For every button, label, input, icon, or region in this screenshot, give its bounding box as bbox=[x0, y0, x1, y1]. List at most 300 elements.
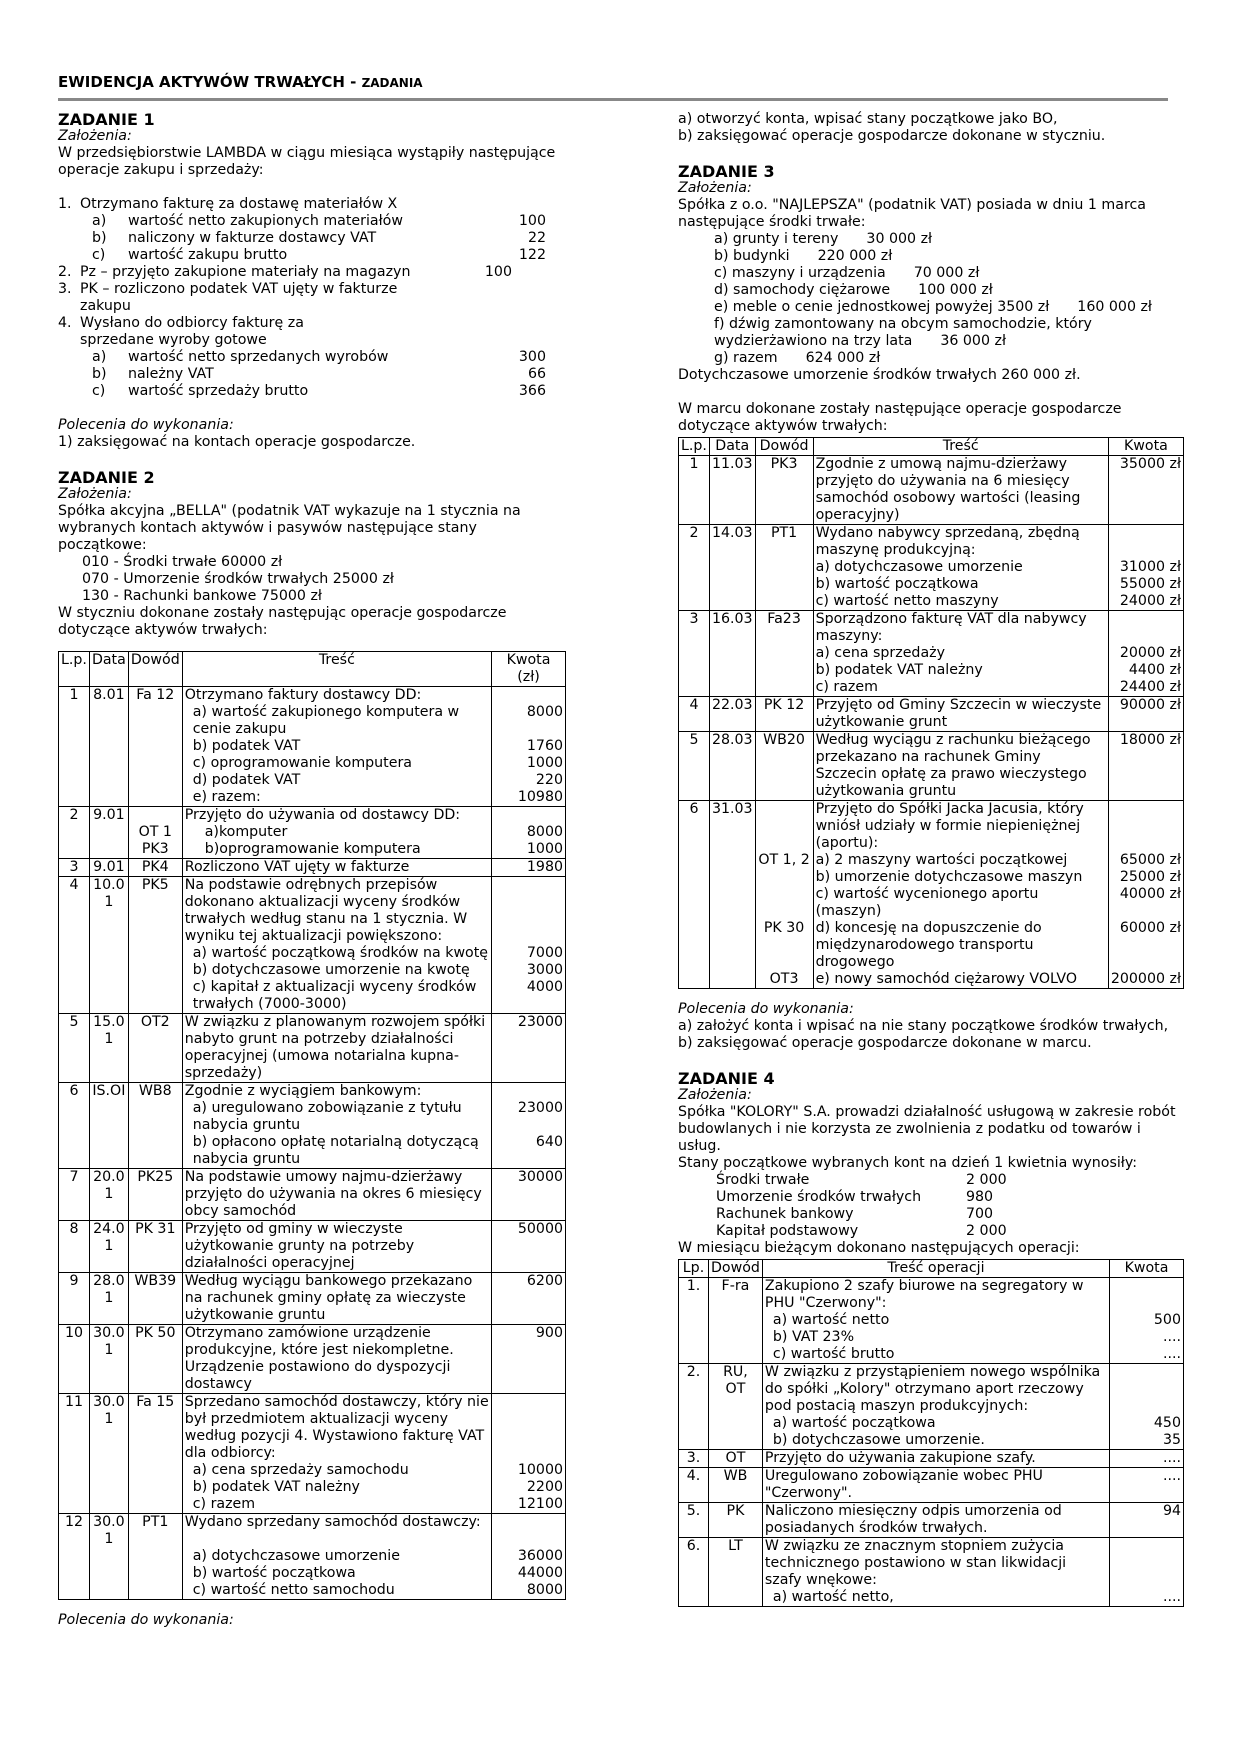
z2-doc: PK5 bbox=[128, 877, 182, 946]
z2-amount: 220 bbox=[492, 772, 566, 789]
z4-balance bbox=[678, 1206, 1184, 1223]
z4-amount: .... bbox=[1110, 1329, 1184, 1346]
z2-date bbox=[89, 1548, 128, 1565]
z3-amount: 55000 zł bbox=[1108, 576, 1183, 593]
z2-content: a) uregulowano zobowiązanie z tytułu nabycia gruntu bbox=[182, 1100, 491, 1134]
z2-date bbox=[89, 772, 128, 789]
z2-date bbox=[89, 824, 128, 841]
z2-amount: 1000 bbox=[492, 841, 566, 859]
z2-row bbox=[59, 755, 566, 772]
z2-lp bbox=[59, 841, 90, 859]
z1-item-text: wartość netto zakupionych materiałów bbox=[128, 213, 403, 229]
z3-row bbox=[679, 525, 1184, 560]
z2-content: Na podstawie umowy najmu-dzierżawy przyjęto do używania na okres 6 miesięcy obcy samochód bbox=[182, 1169, 491, 1221]
z2-row bbox=[59, 859, 566, 877]
z2-date bbox=[89, 1582, 128, 1600]
z3-doc: OT3 bbox=[755, 971, 813, 989]
z3-row bbox=[679, 732, 1184, 801]
z3-date bbox=[709, 886, 755, 920]
z1-items bbox=[58, 196, 566, 400]
z4-content: a) wartość netto, bbox=[762, 1589, 1109, 1607]
z3-amount: 200000 zł bbox=[1108, 971, 1183, 989]
z2-doc: OT 1 bbox=[128, 824, 182, 841]
z1-item-number: 2. bbox=[58, 264, 72, 280]
z2-lp: 8 bbox=[59, 1221, 90, 1273]
z2-row bbox=[59, 1134, 566, 1169]
z3-amount: 40000 zł bbox=[1108, 886, 1183, 920]
header-title: EWIDENCJA AKTYWÓW TRWAŁYCH - bbox=[58, 73, 362, 91]
z3-intro: Spółka z o.o. "NAJLEPSZA" (podatnik VAT) posiada w dniu 1 marca następujące środki trwałe: bbox=[678, 197, 1146, 230]
z2-row bbox=[59, 979, 566, 1014]
z2-lp bbox=[59, 1496, 90, 1514]
z4-amount: .... bbox=[1110, 1468, 1184, 1503]
z1-item-number: b) bbox=[92, 366, 107, 382]
z3-amount: 4400 zł bbox=[1108, 662, 1183, 679]
z3-asset-text: e) meble o cenie jednostkowej powyżej 3500 zł bbox=[714, 299, 1050, 315]
z2-row bbox=[59, 1325, 566, 1394]
z2-amount: 2200 bbox=[492, 1479, 566, 1496]
z2-date: 30.0 1 bbox=[89, 1514, 128, 1549]
z2-doc bbox=[128, 738, 182, 755]
z4-balance bbox=[678, 1189, 1184, 1206]
z2-content: c) razem bbox=[182, 1496, 491, 1514]
z3-doc: PT1 bbox=[755, 525, 813, 560]
z4-content: c) wartość brutto bbox=[762, 1346, 1109, 1364]
z3-date: 28.03 bbox=[709, 732, 755, 801]
z2-amount: 50000 bbox=[492, 1221, 566, 1273]
z3-amount bbox=[1108, 611, 1183, 646]
z4-doc: PK bbox=[709, 1503, 763, 1538]
z2-row bbox=[59, 1548, 566, 1565]
z2-row bbox=[59, 1273, 566, 1325]
z1-item-value bbox=[452, 315, 512, 349]
z1-item-text: Pz – przyjęto zakupione materiały na magazyn bbox=[80, 264, 411, 280]
z2-th-amount: Kwota (zł) bbox=[492, 652, 566, 687]
z3-date bbox=[709, 869, 755, 886]
z2-row bbox=[59, 1565, 566, 1582]
z3-amount: 20000 zł bbox=[1108, 645, 1183, 662]
z2-amount: 1760 bbox=[492, 738, 566, 755]
z2-date bbox=[89, 962, 128, 979]
z2-doc: Fa 12 bbox=[128, 687, 182, 705]
z3-asset-text: g) razem bbox=[714, 350, 778, 366]
z3-doc bbox=[755, 869, 813, 886]
z2-amount: 640 bbox=[492, 1134, 566, 1169]
z3-lp bbox=[679, 679, 710, 697]
z3-table bbox=[678, 437, 1184, 989]
z2-assumptions-label: Założenia: bbox=[58, 486, 132, 502]
z3-content: b) umorzenie dotychczasowe maszyn bbox=[813, 869, 1108, 886]
z3-row bbox=[679, 456, 1184, 525]
z2-doc bbox=[128, 962, 182, 979]
z2-amount bbox=[492, 877, 566, 946]
z4-assumptions-label: Założenia: bbox=[678, 1087, 752, 1103]
z3-asset bbox=[678, 265, 1184, 282]
z3-amount: 31000 zł bbox=[1108, 559, 1183, 576]
z2-commands-label: Polecenia do wykonania: bbox=[58, 1612, 234, 1628]
z4-row bbox=[679, 1329, 1184, 1346]
z2-doc: PK 31 bbox=[128, 1221, 182, 1273]
z2-date bbox=[89, 979, 128, 1014]
z2-amount: 8000 bbox=[492, 1582, 566, 1600]
z2-doc bbox=[128, 772, 182, 789]
z2-content: Otrzymano faktury dostawcy DD: bbox=[182, 687, 491, 705]
z2-lp bbox=[59, 772, 90, 789]
z2-row bbox=[59, 945, 566, 962]
z4-row bbox=[679, 1364, 1184, 1416]
z2-doc bbox=[128, 1548, 182, 1565]
z2-amount bbox=[492, 687, 566, 705]
z2-account: 010 - Środki trwałe 60000 zł bbox=[82, 554, 283, 570]
z3-asset bbox=[678, 350, 1184, 367]
z2-date bbox=[89, 704, 128, 738]
z3-row bbox=[679, 971, 1184, 989]
z2-doc: OT2 bbox=[128, 1014, 182, 1083]
z2-date: 28.0 1 bbox=[89, 1273, 128, 1325]
z2-lp: 1 bbox=[59, 687, 90, 705]
z1-item-value: 300 bbox=[518, 349, 546, 365]
z3-doc: PK 30 bbox=[755, 920, 813, 971]
z1-item-number: c) bbox=[92, 247, 106, 263]
z2-row bbox=[59, 1582, 566, 1600]
z2-content: Według wyciągu bankowego przekazano na rachunek gminy opłatę za wieczyste użytkowanie gruntu bbox=[182, 1273, 491, 1325]
z1-item-value: 122 bbox=[518, 247, 546, 263]
z3-date bbox=[709, 679, 755, 697]
z2-lp: 9 bbox=[59, 1273, 90, 1325]
z2-lp: 2 bbox=[59, 807, 90, 825]
z4-th-amount: Kwota bbox=[1110, 1260, 1184, 1278]
z4-doc: WB bbox=[709, 1468, 763, 1503]
z2-content: b) dotychczasowe umorzenie na kwotę bbox=[182, 962, 491, 979]
z2-doc: PK 50 bbox=[128, 1325, 182, 1394]
z2-content: b) podatek VAT należny bbox=[182, 1479, 491, 1496]
z3-row bbox=[679, 576, 1184, 593]
z2-lp: 4 bbox=[59, 877, 90, 946]
z4-content: Naliczono miesięczny odpis umorzenia od posiadanych środków trwałych. bbox=[762, 1503, 1109, 1538]
z2-content: c) oprogramowanie komputera bbox=[182, 755, 491, 772]
z2-content: b) opłacono opłatę notarialną dotyczącą nabycia gruntu bbox=[182, 1134, 491, 1169]
z1-item bbox=[58, 213, 546, 230]
z2-th-content: Treść bbox=[182, 652, 491, 687]
z4-amount bbox=[1110, 1538, 1184, 1590]
z3-doc bbox=[755, 886, 813, 920]
z1-title: ZADANIE 1 bbox=[58, 110, 155, 129]
z4-lp bbox=[679, 1415, 709, 1432]
z3-amount: 18000 zł bbox=[1108, 732, 1183, 801]
z3-row bbox=[679, 801, 1184, 853]
z2-content: b) podatek VAT bbox=[182, 738, 491, 755]
z1-item-text: wartość sprzedaży brutto bbox=[128, 383, 309, 399]
z2-date bbox=[89, 1462, 128, 1479]
z3-doc bbox=[755, 679, 813, 697]
z2-amount bbox=[492, 807, 566, 825]
header-subtitle: ZADANIA bbox=[361, 76, 423, 90]
z2-date bbox=[89, 945, 128, 962]
z2-content: d) podatek VAT bbox=[182, 772, 491, 789]
z4-table bbox=[678, 1259, 1184, 1607]
z2-content: b) wartość początkowa bbox=[182, 1565, 491, 1582]
z4-doc bbox=[709, 1329, 763, 1346]
z4-row bbox=[679, 1415, 1184, 1432]
z2-lp bbox=[59, 1479, 90, 1496]
z2-content: c) wartość netto samochodu bbox=[182, 1582, 491, 1600]
z3-doc: WB20 bbox=[755, 732, 813, 801]
z2-doc bbox=[128, 1496, 182, 1514]
z2-account: 070 - Umorzenie środków trwałych 25000 zł bbox=[82, 571, 394, 587]
z2-content: a)komputer bbox=[182, 824, 491, 841]
z3-commands-label: Polecenia do wykonania: bbox=[678, 1001, 854, 1017]
z2-amount: 4000 bbox=[492, 979, 566, 1014]
z3-row bbox=[679, 559, 1184, 576]
z3-content: Przyjęto do Spółki Jacka Jacusia, który wniósł udziały w formie niepieniężnej (aportu): bbox=[813, 801, 1108, 853]
z4-balance bbox=[678, 1172, 1184, 1189]
z3-amount: 60000 zł bbox=[1108, 920, 1183, 971]
z2-date: 9.01 bbox=[89, 807, 128, 825]
z4-intro2: Stany początkowe wybranych kont na dzień 1 kwietnia wynosiły: bbox=[678, 1155, 1137, 1171]
z3-amount bbox=[1108, 801, 1183, 853]
z2-doc: Fa 15 bbox=[128, 1394, 182, 1463]
z3-lp bbox=[679, 662, 710, 679]
z4-doc bbox=[709, 1415, 763, 1432]
z2-accounts bbox=[58, 554, 566, 605]
z3-date: 14.03 bbox=[709, 525, 755, 560]
z2-amount: 1000 bbox=[492, 755, 566, 772]
z2-doc: PK4 bbox=[128, 859, 182, 877]
z2-doc bbox=[128, 1582, 182, 1600]
z2-content: Sprzedano samochód dostawczy, który nie był przedmiotem aktualizacji wyceny według pozycji 4. Wystawiono fakturę VAT dla odbiorcy: bbox=[182, 1394, 491, 1463]
z2-lp bbox=[59, 1134, 90, 1169]
z4-amount: .... bbox=[1110, 1589, 1184, 1607]
z2-row bbox=[59, 1462, 566, 1479]
z3-asset-text: a) grunty i tereny bbox=[714, 231, 839, 247]
z2-lp: 11 bbox=[59, 1394, 90, 1463]
z2-lp bbox=[59, 1548, 90, 1565]
z4-th-doc: Dowód bbox=[709, 1260, 763, 1278]
z4-doc bbox=[709, 1432, 763, 1450]
right-column bbox=[678, 111, 1184, 1607]
z3-lp bbox=[679, 920, 710, 971]
z3-date: 11.03 bbox=[709, 456, 755, 525]
z2-lp bbox=[59, 704, 90, 738]
z4-amount: 35 bbox=[1110, 1432, 1184, 1450]
z2-lp: 10 bbox=[59, 1325, 90, 1394]
z2-doc bbox=[128, 807, 182, 825]
z4-balance-label: Środki trwałe bbox=[716, 1172, 810, 1188]
z3-content: b) wartość początkowa bbox=[813, 576, 1108, 593]
z2-date bbox=[89, 841, 128, 859]
z2-row bbox=[59, 1394, 566, 1463]
z3-doc bbox=[755, 593, 813, 611]
z3-row bbox=[679, 869, 1184, 886]
z1-intro: W przedsiębiorstwie LAMBDA w ciągu miesiąca wystąpiły następujące operacje zakupu i sprzedaży: bbox=[58, 145, 556, 178]
z3-lp bbox=[679, 886, 710, 920]
z2-doc bbox=[128, 1462, 182, 1479]
z1-item-value bbox=[452, 281, 512, 315]
z2-date: 30.0 1 bbox=[89, 1325, 128, 1394]
z3-content: Sporządzono fakturę VAT dla nabywcy maszyny: bbox=[813, 611, 1108, 646]
z3-asset-value: 220 000 zł bbox=[817, 248, 893, 264]
z2-doc bbox=[128, 789, 182, 807]
z4-doc: LT bbox=[709, 1538, 763, 1590]
z3-content: d) koncesję na dopuszczenie do międzynarodowego transportu drogowego bbox=[813, 920, 1108, 971]
z4-balance-value: 2 000 bbox=[966, 1223, 1007, 1239]
z3-asset-value: 36 000 zł bbox=[940, 333, 1006, 349]
z1-item-text: wartość netto sprzedanych wyrobów bbox=[128, 349, 389, 365]
z2-table bbox=[58, 651, 566, 1600]
z3-content: Zgodnie z umową najmu-dzierżawy przyjęto do używania na 6 miesięcy samochód osobowy wartości (leasing operacyjny) bbox=[813, 456, 1108, 525]
z2-doc: WB8 bbox=[128, 1083, 182, 1101]
z4-th-content: Treść operacji bbox=[762, 1260, 1109, 1278]
z2-date: 20.0 1 bbox=[89, 1169, 128, 1221]
z4-lp: 4. bbox=[679, 1468, 709, 1503]
z2-amount bbox=[492, 1514, 566, 1549]
z2-lp bbox=[59, 945, 90, 962]
z2-amount: 10000 bbox=[492, 1462, 566, 1479]
z2-lp bbox=[59, 755, 90, 772]
z3-asset-value: 100 000 zł bbox=[918, 282, 993, 298]
z2-row bbox=[59, 738, 566, 755]
z2-date: IS.OI bbox=[89, 1083, 128, 1101]
z2-row bbox=[59, 772, 566, 789]
z2-row bbox=[59, 841, 566, 859]
z3-date bbox=[709, 559, 755, 576]
z3-content: e) nowy samochód ciężarowy VOLVO bbox=[813, 971, 1108, 989]
z4-doc bbox=[709, 1589, 763, 1607]
z3-amount: 65000 zł bbox=[1108, 852, 1183, 869]
z3-row bbox=[679, 611, 1184, 646]
z3-date bbox=[709, 971, 755, 989]
z3-lp bbox=[679, 593, 710, 611]
z1-item bbox=[58, 281, 512, 315]
z1-commands-label: Polecenia do wykonania: bbox=[58, 417, 234, 433]
z2-lp bbox=[59, 962, 90, 979]
z4-lp bbox=[679, 1346, 709, 1364]
z2-amount: 8000 bbox=[492, 704, 566, 738]
z2-lp: 3 bbox=[59, 859, 90, 877]
z3-doc bbox=[755, 662, 813, 679]
z3-content: c) wartość netto maszyny bbox=[813, 593, 1108, 611]
z3-assumptions-label: Założenia: bbox=[678, 180, 752, 196]
z3-doc: Fa23 bbox=[755, 611, 813, 646]
z3-doc: OT 1, 2 bbox=[755, 852, 813, 869]
z2-amount: 6200 bbox=[492, 1273, 566, 1325]
z4-lp: 1. bbox=[679, 1278, 709, 1313]
z3-doc bbox=[755, 576, 813, 593]
z3-row bbox=[679, 645, 1184, 662]
z2-content: b)oprogramowanie komputera bbox=[182, 841, 491, 859]
z2-doc: PK25 bbox=[128, 1169, 182, 1221]
z3-amount: 90000 zł bbox=[1108, 697, 1183, 732]
z3-lp: 5 bbox=[679, 732, 710, 801]
z3-doc: PK3 bbox=[755, 456, 813, 525]
z2-row bbox=[59, 1479, 566, 1496]
z4-title: ZADANIE 4 bbox=[678, 1069, 775, 1088]
z2-date bbox=[89, 738, 128, 755]
z3-asset bbox=[678, 316, 1184, 350]
z1-item bbox=[58, 196, 512, 213]
z2-doc bbox=[128, 1100, 182, 1134]
z3-th-content: Treść bbox=[813, 438, 1108, 456]
z3-lp bbox=[679, 645, 710, 662]
z3-lp: 4 bbox=[679, 697, 710, 732]
z2-date bbox=[89, 1100, 128, 1134]
z4-lp bbox=[679, 1329, 709, 1346]
z2-date: 8.01 bbox=[89, 687, 128, 705]
z2-amount: 1980 bbox=[492, 859, 566, 877]
z1-item-number: b) bbox=[92, 230, 107, 246]
z4-balance bbox=[678, 1223, 1184, 1240]
z2-th-date: Data bbox=[89, 652, 128, 687]
z2-doc bbox=[128, 1134, 182, 1169]
z1-item bbox=[58, 366, 546, 383]
z1-item-value: 366 bbox=[518, 383, 546, 399]
z3-amount: 25000 zł bbox=[1108, 869, 1183, 886]
z3-content: Przyjęto od Gminy Szczecin w wieczyste użytkowanie grunt bbox=[813, 697, 1108, 732]
z4-row bbox=[679, 1538, 1184, 1590]
z3-row bbox=[679, 593, 1184, 611]
z2-amount: 900 bbox=[492, 1325, 566, 1394]
z1-item-text: naliczony w fakturze dostawcy VAT bbox=[128, 230, 377, 246]
z2-amount bbox=[492, 1394, 566, 1463]
z1-item bbox=[58, 264, 512, 281]
z3-asset-value: 624 000 zł bbox=[805, 350, 881, 366]
z3-asset-text: c) maszyny i urządzenia bbox=[714, 265, 886, 281]
z2-row bbox=[59, 687, 566, 705]
z1-item-number: c) bbox=[92, 383, 106, 399]
z2-lp: 5 bbox=[59, 1014, 90, 1083]
z2-row bbox=[59, 962, 566, 979]
z3-doc bbox=[755, 559, 813, 576]
z1-item-number: 1. bbox=[58, 196, 72, 212]
z2-content: a) dotychczasowe umorzenie bbox=[182, 1548, 491, 1565]
z1-item bbox=[58, 349, 546, 366]
z4-lp bbox=[679, 1432, 709, 1450]
z4-balance-label: Umorzenie środków trwałych bbox=[716, 1189, 922, 1205]
z2-amount: 12100 bbox=[492, 1496, 566, 1514]
z3-lp bbox=[679, 971, 710, 989]
document-header bbox=[58, 74, 423, 92]
z2-row bbox=[59, 824, 566, 841]
z4-content: a) wartość początkowa bbox=[762, 1415, 1109, 1432]
z2-doc bbox=[128, 945, 182, 962]
z3-title: ZADANIE 3 bbox=[678, 162, 775, 181]
z2-row bbox=[59, 1496, 566, 1514]
z3-row bbox=[679, 662, 1184, 679]
z3-date bbox=[709, 662, 755, 679]
z3-th-date: Data bbox=[709, 438, 755, 456]
z2-content: e) razem: bbox=[182, 789, 491, 807]
z3-row bbox=[679, 679, 1184, 697]
z2-amount: 7000 bbox=[492, 945, 566, 962]
z4-lp bbox=[679, 1589, 709, 1607]
z2-content: Przyjęto od gminy w wieczyste użytkowanie grunty na potrzeby działalności operacyjnej bbox=[182, 1221, 491, 1273]
z2-content: a) cena sprzedaży samochodu bbox=[182, 1462, 491, 1479]
z3-content: Według wyciągu z rachunku bieżącego przekazano na rachunek Gminy Szczecin opłatę za prawo wieczystego użytkowania gruntu bbox=[813, 732, 1108, 801]
z2-content: a) wartość początkową środków na kwotę bbox=[182, 945, 491, 962]
z4-row bbox=[679, 1503, 1184, 1538]
z1-item-number: a) bbox=[92, 349, 107, 365]
z3-asset-text: b) budynki bbox=[714, 248, 790, 264]
z4-balance-value: 2 000 bbox=[966, 1172, 1007, 1188]
z4-lp: 3. bbox=[679, 1450, 709, 1468]
header-rule bbox=[58, 98, 1168, 101]
z3-amount bbox=[1108, 525, 1183, 560]
z2-content: Zgodnie z wyciągiem bankowym: bbox=[182, 1083, 491, 1101]
z2-date bbox=[89, 1565, 128, 1582]
z4-th-lp: Lp. bbox=[679, 1260, 709, 1278]
z4-row bbox=[679, 1346, 1184, 1364]
z1-item bbox=[58, 315, 512, 349]
